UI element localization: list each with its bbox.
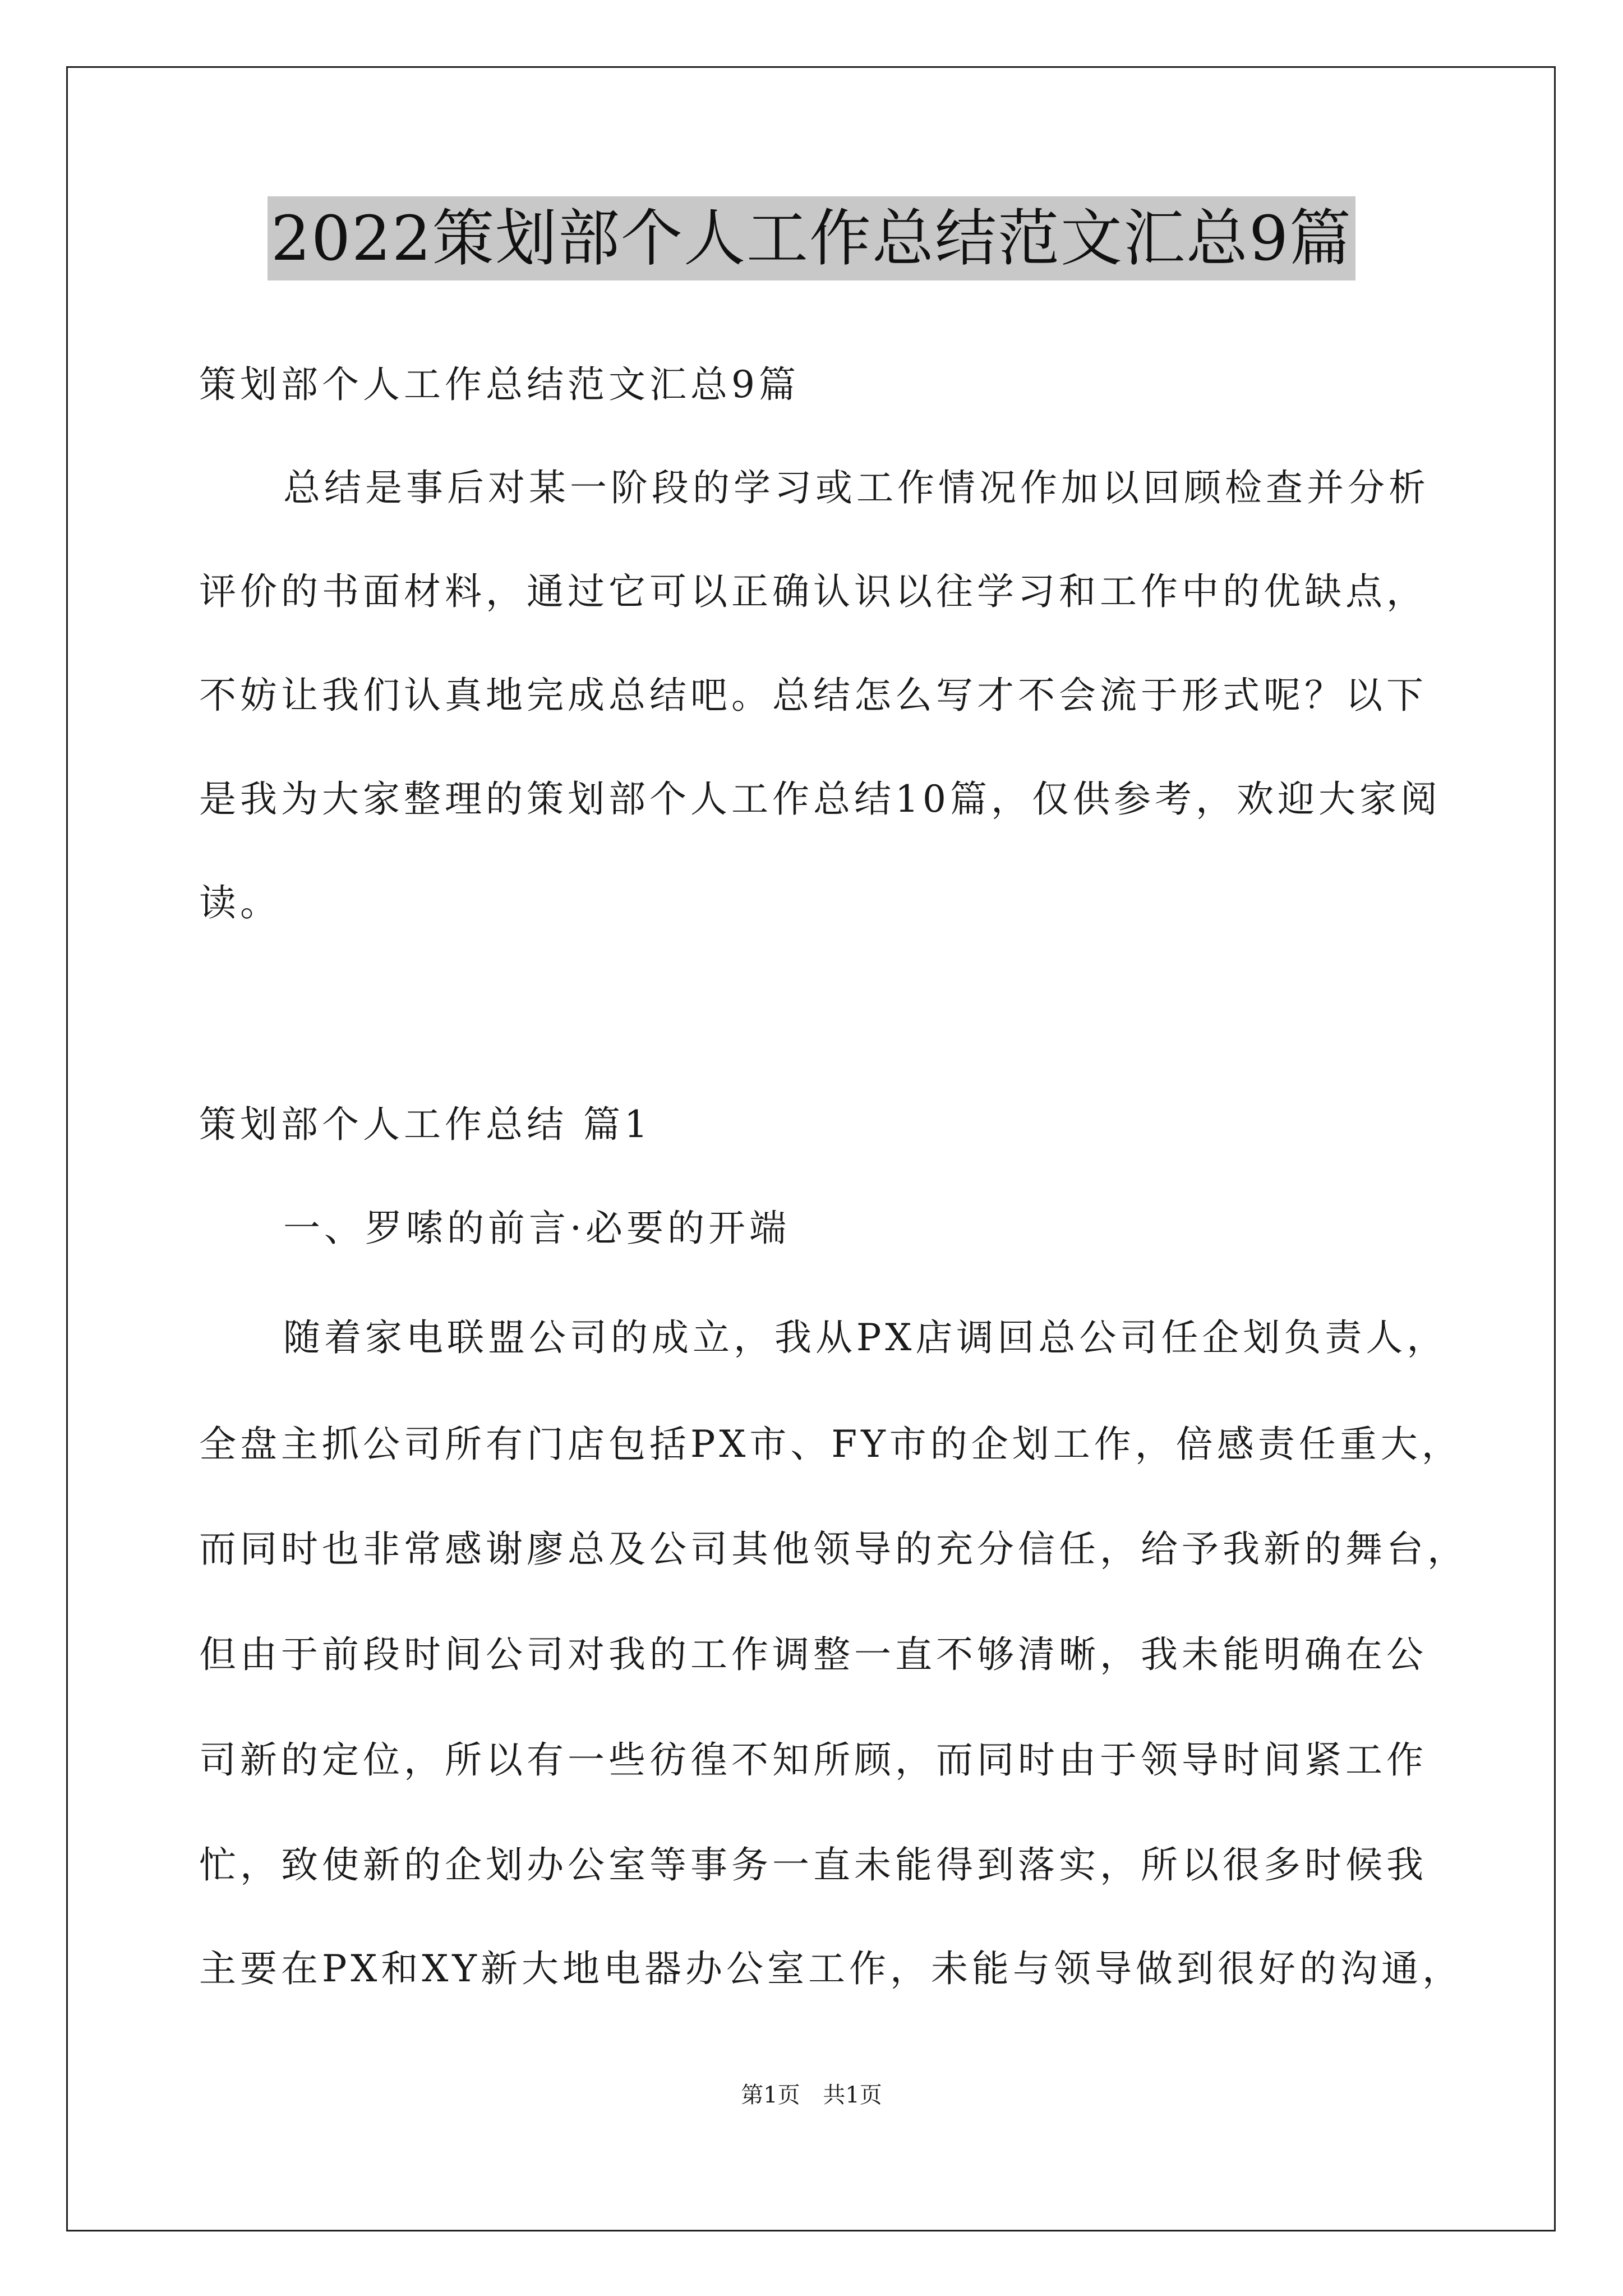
body-line: 而同时也非常感谢廖总及公司其他领导的充分信任，给予我新的舞台， <box>199 1527 1468 1571</box>
body-line: 但由于前段时间公司对我的工作调整一直不够清晰，我未能明确在公 <box>199 1633 1427 1676</box>
page-footer <box>0 2078 1623 2112</box>
body-line: 随着家电联盟公司的成立，我从PX店调回总公司任企划负责人， <box>283 1316 1448 1359</box>
document-subtitle: 策划部个人工作总结范文汇总9篇 <box>199 363 800 406</box>
section-heading: 策划部个人工作总结 篇1 <box>199 1103 652 1146</box>
intro-line: 不妨让我们认真地完成总结吧。总结怎么写才不会流于形式呢？以下 <box>199 674 1427 717</box>
body-line: 司新的定位，所以有一些彷徨不知所顾，而同时由于领导时间紧工作 <box>199 1738 1427 1782</box>
body-line: 主要在PX和XY新大地电器办公室工作，未能与领导做到很好的沟通， <box>199 1947 1463 1990</box>
body-line: 忙，致使新的企划办公室等事务一直未能得到落实，所以很多时候我 <box>199 1843 1427 1887</box>
intro-line: 评价的书面材料，通过它可以正确认识以往学习和工作中的优缺点， <box>199 570 1427 613</box>
intro-line: 总结是事后对某一阶段的学习或工作情况作加以回顾检查并分析 <box>283 466 1430 509</box>
intro-line: 是我为大家整理的策划部个人工作总结10篇，仅供参考，欢迎大家阅 <box>199 777 1441 821</box>
page-number-current: 第1页 <box>741 2082 800 2108</box>
body-line: 全盘主抓公司所有门店包括PX市、FY市的企划工作，倍感责任重大， <box>199 1423 1463 1466</box>
intro-line: 读。 <box>199 881 281 924</box>
document-title: 2022策划部个人工作总结范文汇总9篇 <box>268 196 1355 280</box>
page-number-total: 共1页 <box>823 2082 882 2108</box>
sub-heading: 一、罗嗦的前言·必要的开端 <box>283 1207 790 1250</box>
